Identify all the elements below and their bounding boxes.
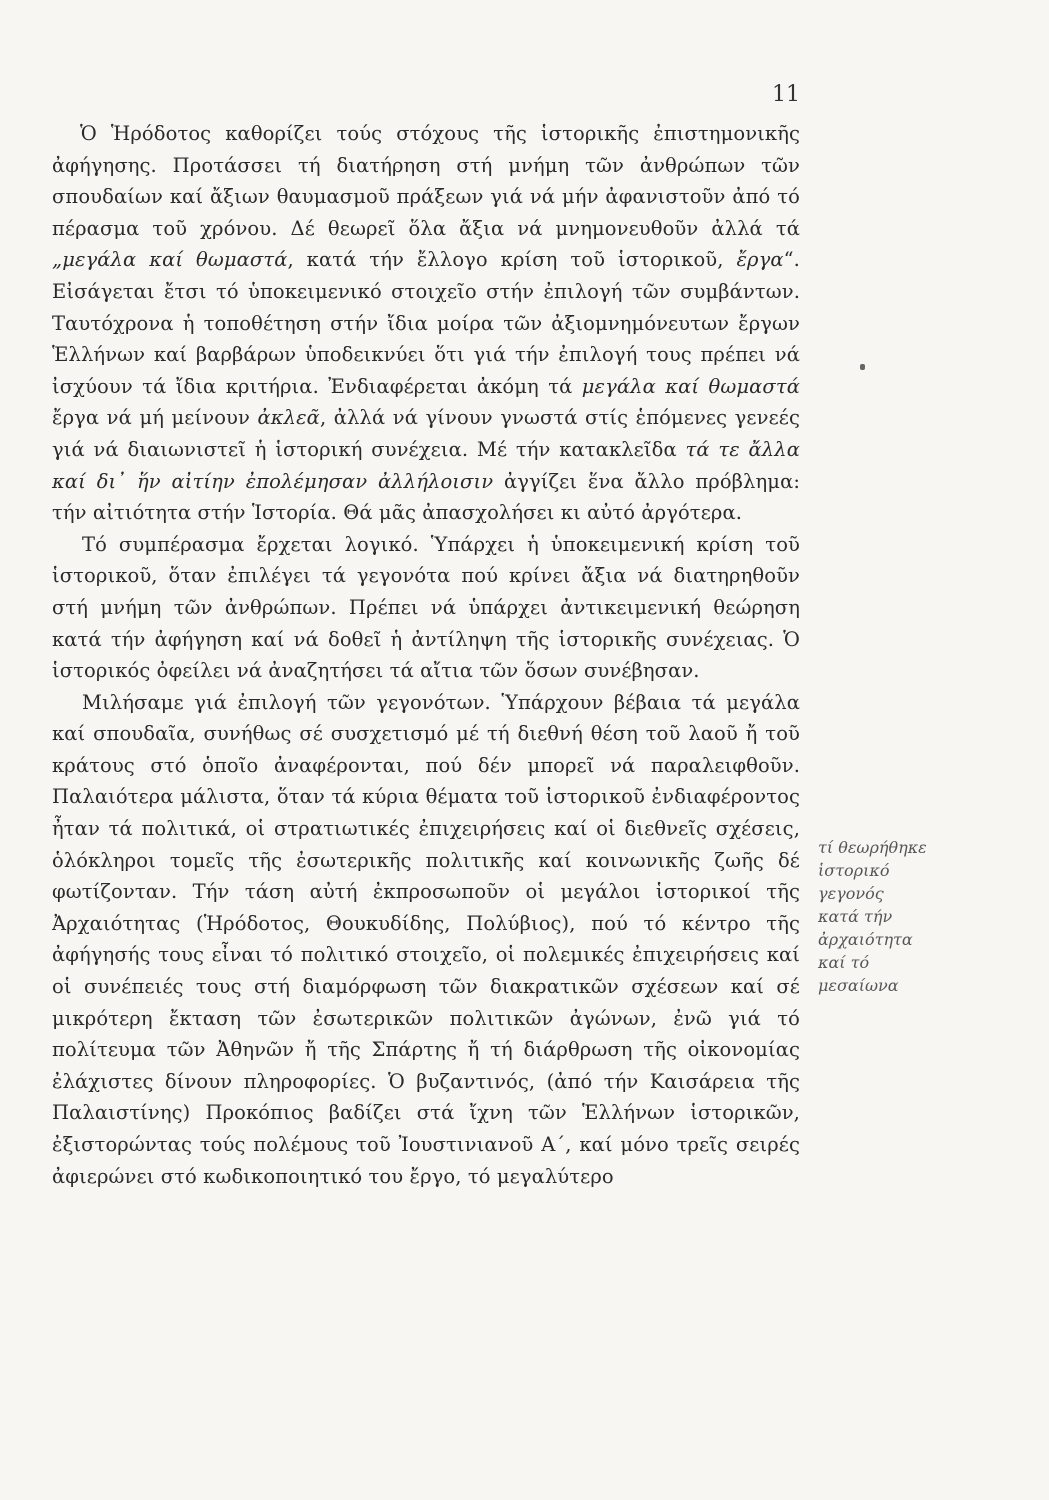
page-number: 11 xyxy=(772,82,800,107)
margin-note-line: ἀρχαιότητα xyxy=(818,930,913,949)
text-run: ἀγγίζει ἕνα ἄλλο πρόβλημα: τήν αἰτιότητα στήν Ἱστορία. Θά μᾶς ἀπασχολήσει κι αὐτό ἀργότερα. xyxy=(52,469,801,525)
margin-note xyxy=(818,836,978,997)
italic-run: μεγάλα καί θωμαστά xyxy=(581,374,800,398)
italic-run: „μεγάλα καί θωμαστά xyxy=(52,248,288,272)
italic-run: τά τε ἄλλα καί δι᾽ ἥν αἰτίην ἐπολέμησαν ἀλλήλοισιν xyxy=(52,437,800,493)
paragraph-2 xyxy=(52,529,800,687)
text-run: ἔργα νά μή μείνουν xyxy=(52,406,258,430)
text-run: Ὁ Ἡρόδοτος καθορίζει τούς στόχους τῆς ἱστορικῆς ἐπιστημονικῆς ἀφήγησης. Προτάσσει τή διατήρηση στή μνήμη τῶν ἀνθρώπων τῶν σπουδαίων καί ἄξιων θαυμασμοῦ πράξεων γιά νά μήν ἀφανιστοῦν ἀπό τό πέρασμα τοῦ χρόνου. Δέ θεωρεῖ ὅλα ἄξια νά μνημονευθοῦν ἀλλά τά xyxy=(52,122,800,240)
margin-note-line: τί θεωρήθηκε xyxy=(818,838,927,857)
margin-note-line: καί τό xyxy=(818,953,870,972)
text-run: Τό συμπέρασμα ἔρχεται λογικό. Ὑπάρχει ἡ ὑποκειμενική κρίση τοῦ ἱστορικοῦ, ὅταν ἐπιλέγει τά γεγονότα πού κρίνει ἄξια νά διατηρηθοῦν στή μνήμη τῶν ἀνθρώπων. Πρέπει νά ὑπάρχει ἀντικειμενική θεώρηση κατά τήν ἀφήγηση καί νά δοθεῖ ἡ ἀντίληψη τῆς ἱστορικῆς συνέχειας. Ὁ ἱστορικός ὀφείλει νά ἀναζητήσει τά αἴτια τῶν ὅσων συνέβησαν. xyxy=(52,532,800,683)
text-run: Μιλήσαμε γιά ἐπιλογή τῶν γεγονότων. Ὑπάρχουν βέβαια τά μεγάλα καί σπουδαῖα, συνήθως σέ συσχετισμό μέ τή διεθνή θέση τοῦ λαοῦ ἤ τοῦ κράτους στό ὁποῖο ἀναφέρονται, πού δέν μπορεῖ νά παραλειφθοῦν. Παλαιότερα μάλιστα, ὅταν τά κύρια θέματα τοῦ ἱστορικοῦ ἐνδιαφέροντος ἦταν τά πολιτικά, οἱ στρατιωτικές ἐπιχειρήσεις καί οἱ διεθνεῖς σχέσεις, ὁλόκληροι τομεῖς τῆς ἐσωτερικῆς πολιτικῆς καί κοινωνικῆς ζωῆς δέ φωτίζονταν. Τήν τάση αὐτή ἐκπροσωποῦν οἱ μεγάλοι ἱστορικοί τῆς Ἀρχαιότητας (Ἡρόδοτος, Θουκυδίδης, Πολύβιος), πού τό κέντρο τῆς ἀφήγησής τους εἶναι τό πολιτικό στοιχεῖο, οἱ πολεμικές ἐπιχειρήσεις καί οἱ συνέπειές τους στή διαμόρφωση τῶν διακρατικῶν σχέσεων καί σέ μικρότερη ἔκταση τῶν ἐσωτερικῶν πολιτικῶν ἀγώνων, ἐνῶ γιά τό πολίτευμα τῶν Ἀθηνῶν ἤ τῆς Σπάρτης ἤ τή διάρθρωση τῆς οἰκονομίας ἐλάχιστες δίνουν πληροφορίες. Ὁ βυζαντινός, (ἀπό τήν Καισάρεια τῆς Παλαιστίνης) Προκόπιος βαδίζει στά ἴχνη τῶν Ἑλλήνων ἱστορικῶν, ἐξιστορώντας τούς πολέμους τοῦ Ἰουστινιανοῦ Α΄, καί μόνο τρεῖς σειρές ἀφιερώνει στό κωδικοποιητικό του ἔργο, τό μεγαλύτερο xyxy=(52,690,800,1188)
text-run: “. Εἰσάγεται ἔτσι τό ὑποκειμενικό στοιχεῖο στήν ἐπιλογή τῶν συμβάντων. Ταυτόχρονα ἡ τοποθέτηση στήν ἴδια μοίρα τῶν ἀξιομνημόνευτων ἔργων Ἑλλήνων καί βαρβάρων ὑποδεικνύει ὅτι γιά τήν ἐπιλογή τους πρέπει νά ἰσχύουν τά ἴδια κριτήρια. Ἐνδιαφέρεται ἀκόμη τά xyxy=(52,248,800,398)
italic-run: ἀκλεᾶ xyxy=(257,406,320,430)
body-text xyxy=(52,118,800,1192)
margin-mark xyxy=(860,364,865,370)
margin-note-line: μεσαίωνα xyxy=(818,976,899,995)
paragraph-1 xyxy=(52,118,800,529)
italic-run: ἔργα xyxy=(736,248,784,272)
paragraph-3 xyxy=(52,687,800,1193)
margin-note-line: κατά τήν xyxy=(818,907,893,926)
margin-note-line: γεγονός xyxy=(818,884,884,903)
margin-note-line: ἱστορικό xyxy=(818,861,890,880)
text-run: , ἀλλά νά γίνουν γνωστά στίς ἑπόμενες γενεές γιά νά διαιωνιστεῖ ἡ ἱστορική συνέχεια. Μέ τήν κατακλεῖδα xyxy=(52,406,800,461)
text-run: , κατά τήν ἔλλογο κρίση τοῦ ἱστορικοῦ, xyxy=(287,248,737,272)
